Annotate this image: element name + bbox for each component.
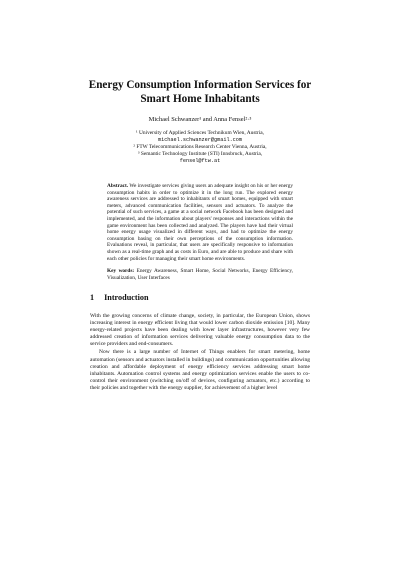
title-line-2: Smart Home Inhabitants: [140, 93, 260, 105]
author-email-1: michael.schwanzer@gmail.com: [157, 137, 243, 143]
author-list: Michael Schwanzer¹ and Anna Fensel²·³: [148, 116, 252, 123]
affiliations: [80, 130, 320, 165]
affiliation-1: ¹ University of Applied Sciences Technikum Wien, Austria,: [136, 130, 264, 136]
affiliation-3: ³ Semantic Technology Institute (STI) Innsbruck, Austria,: [137, 151, 263, 157]
section-body: [90, 313, 310, 392]
author-email-2: fensel@ftw.at: [179, 158, 221, 164]
section-heading: [90, 293, 149, 302]
abstract-label: Abstract.: [107, 183, 129, 189]
keywords-label: Key words:: [107, 268, 135, 274]
keywords: [107, 268, 293, 281]
keywords-text: Energy Awareness, Smart Home, Social Networks, Energy Efficiency, Visualization, User Interfaces: [107, 268, 293, 281]
affiliation-2: ² FTW Telecommunications Research Center Vienna, Austria,: [133, 144, 267, 150]
paragraph-2: Now there is a large number of Internet of Things enablers for smart metering, home automation (sensors and actuators installed in buildings) and communication opportunities allowing creation and affordable deployment of energy efficiency services addressing smart home inhabitants. Automation control systems and energy optimization services enable the users to co-control their environment (switching on/off of devices, configuring actuators, etc.) according to their policies and together with the energy supplier, for achievement of a higher level: [90, 349, 310, 391]
paper-title: [80, 78, 320, 106]
abstract-text: We investigate services giving users an adequate insight on his or her energy consumption habits in order to optimize it in the long run. The explored energy awareness services are addressed to inhabitants of smart homes, equipped with smart meters, advanced communication facilities, sensors and actuators. To analyze the potential of such services, a game at a social network Facebook has been designed and implemented, and the information about players' responses and interactions within the game environment has been collected and analyzed. The players have had their virtual home energy usage visualized in different ways, and had to optimize the energy consumption basing on their own perceptions of the consumption information. Evaluations reveal, in particular, that users are specifically responsive to information shown as a real-time graph and as costs in Euro, and are able to produce and share with each other policies for managing their smart home environments.: [107, 183, 293, 262]
section-title: Introduction: [104, 293, 149, 302]
section-number: 1: [90, 293, 95, 302]
title-line-1: Energy Consumption Information Services for: [88, 79, 312, 91]
abstract: [107, 183, 293, 262]
paragraph-1: With the growing concerns of climate change, society, in particular, the European Union, shows increasing interest in energy efficient living that would lower carbon dioxide emission [10]. Many energy-related projects have been dealing with lower layer infrastructures, however very few addressed creation of information services delivering valuable energy consumption data to the service providers and end-consumers.: [90, 313, 310, 348]
